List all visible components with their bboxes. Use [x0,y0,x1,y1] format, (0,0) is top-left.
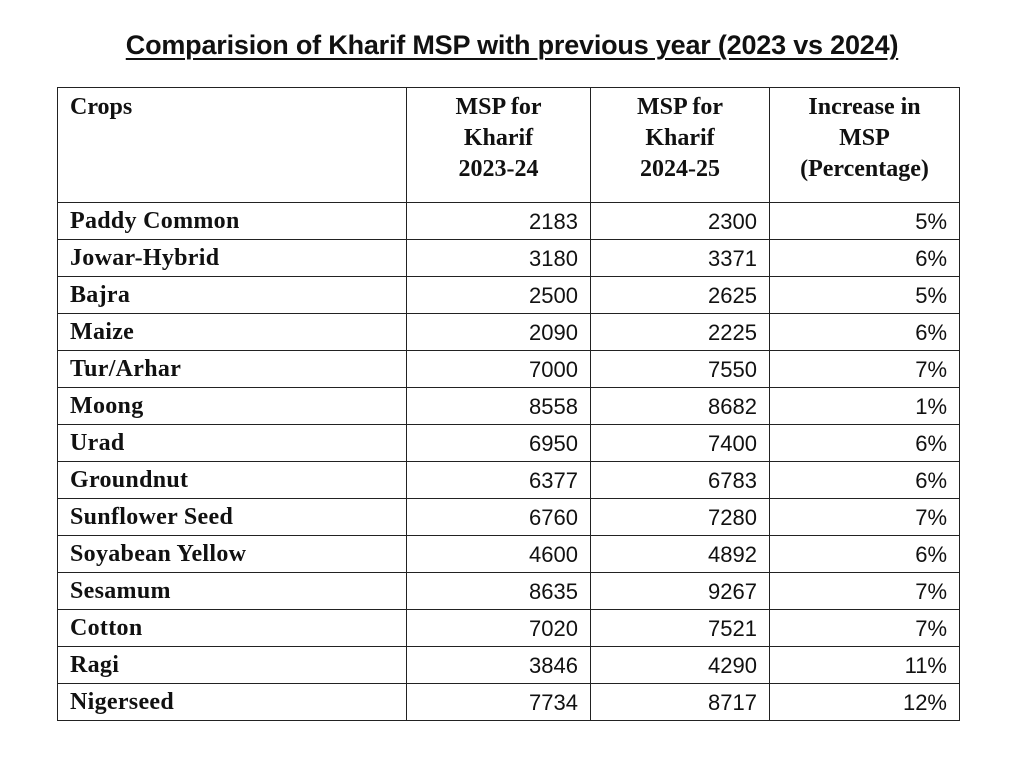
cell-increase: 12% [770,684,960,721]
cell-increase: 7% [770,573,960,610]
table-row [58,277,960,314]
cell-msp-2024: 4892 [591,536,770,573]
cell-msp-2024: 2625 [591,277,770,314]
header-msp-2023 [407,88,591,203]
header-increase [770,88,960,203]
cell-msp-2024: 7400 [591,425,770,462]
cell-msp-2023: 4600 [407,536,591,573]
table-row [58,610,960,647]
cell-increase: 7% [770,610,960,647]
cell-msp-2024: 9267 [591,573,770,610]
cell-msp-2024: 2300 [591,203,770,240]
cell-crop: Moong [58,388,407,425]
cell-increase: 6% [770,462,960,499]
table-row [58,314,960,351]
cell-msp-2023: 7000 [407,351,591,388]
table-row [58,647,960,684]
cell-crop: Groundnut [58,462,407,499]
header-msp-2024 [591,88,770,203]
table-row [58,351,960,388]
table-row [58,684,960,721]
header-msp-2024-line-1: MSP for [637,94,723,120]
cell-crop: Maize [58,314,407,351]
cell-msp-2023: 3180 [407,240,591,277]
cell-increase: 6% [770,425,960,462]
cell-msp-2023: 6377 [407,462,591,499]
cell-msp-2023: 3846 [407,647,591,684]
cell-msp-2023: 6950 [407,425,591,462]
cell-crop: Jowar-Hybrid [58,240,407,277]
cell-msp-2024: 8682 [591,388,770,425]
header-crops-label: Crops [70,94,133,120]
cell-increase: 7% [770,351,960,388]
cell-msp-2024: 2225 [591,314,770,351]
cell-crop: Soyabean Yellow [58,536,407,573]
cell-msp-2024: 7521 [591,610,770,647]
cell-crop: Bajra [58,277,407,314]
header-crops [58,88,407,203]
table-row [58,499,960,536]
header-msp-2023-line-2: Kharif [463,125,534,151]
table-row [58,573,960,610]
header-msp-2024-line-3: 2024-25 [640,156,720,182]
cell-crop: Nigerseed [58,684,407,721]
page-title [0,30,1024,61]
cell-increase: 1% [770,388,960,425]
cell-increase: 5% [770,277,960,314]
cell-msp-2024: 6783 [591,462,770,499]
cell-crop: Tur/Arhar [58,351,407,388]
cell-crop: Paddy Common [58,203,407,240]
table-body [58,203,960,721]
cell-msp-2023: 7734 [407,684,591,721]
cell-msp-2023: 8635 [407,573,591,610]
cell-msp-2023: 2183 [407,203,591,240]
cell-msp-2024: 7280 [591,499,770,536]
table-row [58,203,960,240]
header-msp-2023-line-1: MSP for [455,94,542,120]
table-row [58,462,960,499]
cell-msp-2023: 8558 [407,388,591,425]
cell-crop: Cotton [58,610,407,647]
cell-increase: 6% [770,314,960,351]
cell-msp-2024: 8717 [591,684,770,721]
cell-msp-2024: 4290 [591,647,770,684]
cell-msp-2024: 3371 [591,240,770,277]
cell-crop: Sesamum [58,573,407,610]
table-header-row [58,88,960,203]
msp-comparison-table [57,87,960,721]
cell-msp-2024: 7550 [591,351,770,388]
table-row [58,425,960,462]
cell-crop: Ragi [58,647,407,684]
cell-increase: 11% [770,647,960,684]
cell-increase: 7% [770,499,960,536]
cell-msp-2023: 6760 [407,499,591,536]
header-msp-2023-line-3: 2023-24 [458,156,539,182]
cell-msp-2023: 2090 [407,314,591,351]
cell-crop: Urad [58,425,407,462]
header-increase-line-1: Increase in [808,94,921,120]
table-row [58,388,960,425]
cell-increase: 6% [770,240,960,277]
header-increase-line-2: MSP [839,125,890,151]
cell-msp-2023: 7020 [407,610,591,647]
cell-msp-2023: 2500 [407,277,591,314]
cell-increase: 6% [770,536,960,573]
header-msp-2024-line-2: Kharif [645,125,715,151]
table-row [58,240,960,277]
cell-crop: Sunflower Seed [58,499,407,536]
header-increase-line-3: (Percentage) [800,156,929,182]
cell-increase: 5% [770,203,960,240]
page-title-text: Comparision of Kharif MSP with previous year (2023 vs 2024) [125,30,899,60]
table-row [58,536,960,573]
